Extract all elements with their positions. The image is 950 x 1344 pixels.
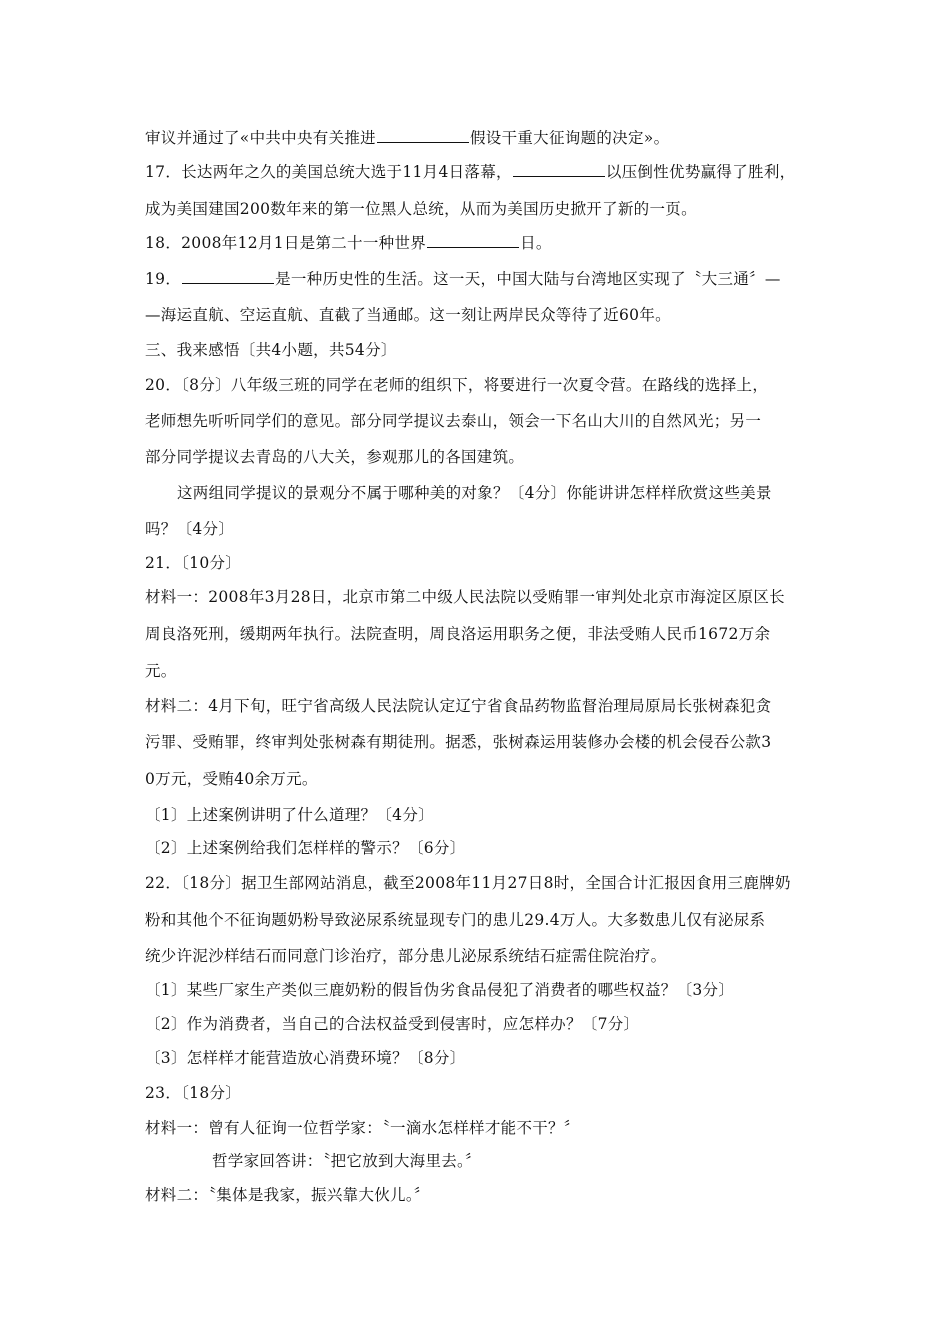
text-line: 部分同学提议去青岛的八大关，参观那儿的各国建筑。 (145, 448, 525, 466)
line-segment: 19． (145, 270, 182, 288)
line-segment: 17．长达两年之久的美国总统大选于11月4日落幕， (145, 163, 512, 181)
sub-question: 〔1〕某些厂家生产类似三鹿奶粉的假旨伪劣食品侵犯了消费者的哪些权益？〔3分〕 (145, 981, 735, 999)
line-segment: 以压倒性优势赢得了胜利， (605, 163, 796, 181)
line-segment: 日。 (520, 234, 552, 252)
sub-question: 〔2〕上述案例给我们怎样样的警示？〔6分〕 (145, 839, 466, 857)
text-line: 周良洛死刑，缓期两年执行。法院查明，周良洛运用职务之便，非法受贿人民币1672万余 (145, 625, 771, 643)
question-23: 23．〔18分〕 (145, 1084, 242, 1102)
material-text: 材料一：曾有人征询一位哲学家：〝一滴水怎样样才能不干？〞 (145, 1119, 580, 1137)
text-line: 统少许泥沙样结石而同意门诊治疗，部分患儿泌尿系统结石症需住院治疗。 (145, 947, 667, 965)
sub-question: 〔2〕作为消费者，当自己的合法权益受到侵害时，应怎样办？〔7分〕 (145, 1015, 640, 1033)
question-17 (145, 162, 795, 182)
question-20: 20．〔8分〕八年级三班的同学在老师的组织下，将要进行一次夏令营。在路线的选择上， (145, 376, 769, 394)
section-heading: 三、我来感悟〔共4小题，共54分〕 (145, 341, 397, 359)
sub-question: 〔1〕上述案例讲明了什么道理？〔4分〕 (145, 806, 434, 824)
text-line: 老师想先听听同学们的意见。部分同学提议去泰山，领会一下名山大川的自然风光；另一 (145, 412, 762, 430)
question-21: 21．〔10分〕 (145, 554, 242, 572)
question-19 (145, 269, 781, 289)
fill-blank (513, 162, 605, 177)
text-line: —海运直航、空运直航、直截了当通邮。这一刻让两岸民众等待了近60年。 (145, 306, 671, 324)
question-18 (145, 233, 552, 253)
material-text: 材料二：〝集体是我家，振兴靠大伙儿。〞 (145, 1186, 430, 1204)
line-segment: 18．2008年12月1日是第二十一种世界 (145, 234, 427, 252)
text-line (145, 128, 669, 148)
material-text: 材料一：2008年3月28日，北京市第二中级人民法院以受贿罪一审判处北京市海淀区原区长 (145, 588, 785, 606)
text-line: 粉和其他个不征询题奶粉导致泌尿系统显现专门的患儿29.4万人。大多数患儿仅有泌尿系 (145, 911, 766, 929)
line-segment: 审议并通过了«中共中央有关推进 (145, 129, 376, 147)
fill-blank (182, 269, 274, 284)
material-text: 材料二：4月下旬，旺宁省高级人民法院认定辽宁省食品药物监督治理局原局长张树森犯贪 (145, 697, 772, 715)
text-line: 污罪、受贿罪，终审判处张树森有期徒刑。据悉，张树森运用装修办会楼的机会侵吞公款3 (145, 733, 772, 751)
fill-blank (427, 233, 519, 248)
line-segment: 假设干重大征询题的决定»。 (469, 129, 670, 147)
text-line: 吗？〔4分〕 (145, 520, 235, 538)
text-line: 这两组同学提议的景观分不属于哪种美的对象？〔4分〕你能讲讲怎样样欣赏这些美景 (177, 484, 772, 502)
sub-question: 〔3〕怎样样才能营造放心消费环境？〔8分〕 (145, 1049, 466, 1067)
text-line: 元。 (145, 662, 177, 680)
line-segment: 是一种历史性的生活。这一天，中国大陆与台湾地区实现了〝大三通〞— (275, 270, 781, 288)
text-line: 哲学家回答讲：〝把它放到大海里去。〞 (212, 1152, 481, 1170)
question-22: 22．〔18分〕据卫生部网站消息，截至2008年11月27日8时，全国合计汇报因食用三鹿牌奶 (145, 874, 791, 892)
text-line: 0万元，受贿40余万元。 (145, 770, 318, 788)
fill-blank (377, 128, 469, 143)
text-line: 成为美国建国200数年来的第一位黑人总统，从而为美国历史掀开了新的一页。 (145, 200, 697, 218)
